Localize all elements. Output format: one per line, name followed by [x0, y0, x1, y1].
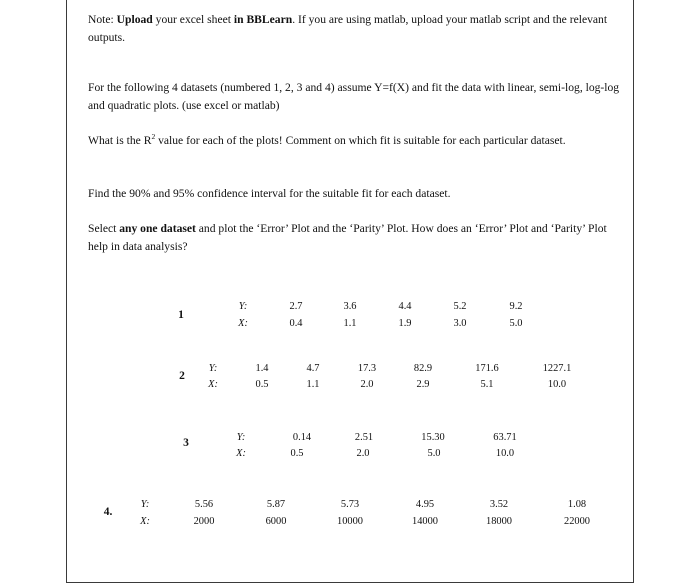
note-upload-bold: Upload [116, 13, 153, 26]
note-rest: . If you are using matlab, upload your matlab script and the relevant outputs. [88, 13, 608, 44]
x-label: X: [140, 516, 150, 527]
y-value: 63.71 [493, 432, 517, 443]
x-label: X: [236, 448, 246, 459]
x-value: 5.1 [480, 379, 494, 390]
y-value: 5.56 [194, 499, 214, 510]
confidence-paragraph: Find the 90% and 95% confidence interval for the suitable fit for each dataset. [88, 187, 451, 200]
x-value: 10.0 [495, 448, 515, 459]
note-bblearn-bold: in BBLearn [233, 13, 293, 26]
y-label: Y: [208, 363, 218, 374]
y-value: 5.73 [340, 499, 360, 510]
x-value: 1.1 [306, 379, 320, 390]
y-value: 1.08 [567, 499, 587, 510]
dataset-number: 3 [183, 437, 189, 449]
note-prefix: Note: [88, 13, 117, 26]
dataset-number: 2 [179, 370, 185, 382]
x-value: 1.1 [343, 318, 357, 329]
x-value: 0.5 [290, 448, 304, 459]
x-value: 0.5 [255, 379, 269, 390]
y-value: 1227.1 [542, 363, 572, 374]
y-value: 4.4 [398, 301, 412, 312]
x-value: 22000 [564, 516, 590, 527]
x-value: 2.9 [416, 379, 430, 390]
y-label: Y: [236, 432, 246, 443]
x-value: 5.0 [509, 318, 523, 329]
dataset-number: 4. [103, 506, 113, 518]
y-value: 9.2 [509, 301, 523, 312]
x-value: 2000 [193, 516, 215, 527]
y-value: 4.95 [415, 499, 435, 510]
y-value: 15.30 [421, 432, 445, 443]
select-paragraph [88, 220, 622, 256]
x-value: 3.0 [453, 318, 467, 329]
y-value: 1.4 [255, 363, 269, 374]
y-value: 171.6 [475, 363, 499, 374]
note-paragraph [88, 11, 622, 47]
select-prefix: Select [88, 222, 120, 235]
select-rest: and plot the ‘Error’ Plot and the ‘Parity’ Plot. How does an ‘Error’ Plot and ‘Parity’ Plot help in data analysis? [88, 222, 607, 253]
x-label: X: [208, 379, 218, 390]
x-label: X: [238, 318, 248, 329]
r2-after: value for each of the plots! Comment on which fit is suitable for each particular dataset. [155, 134, 566, 147]
x-value: 6000 [265, 516, 287, 527]
x-value: 2.0 [356, 448, 370, 459]
y-label: Y: [140, 499, 150, 510]
y-value: 2.7 [289, 301, 303, 312]
x-value: 14000 [412, 516, 438, 527]
x-value: 2.0 [360, 379, 374, 390]
y-value: 5.2 [453, 301, 467, 312]
x-value: 10.0 [547, 379, 567, 390]
y-label: Y: [238, 301, 248, 312]
y-value: 5.87 [266, 499, 286, 510]
dataset-number: 1 [178, 309, 184, 321]
r2-paragraph [88, 132, 622, 150]
x-value: 0.4 [289, 318, 303, 329]
r2-superscript: 2 [151, 132, 156, 141]
select-bold: any one dataset [119, 222, 196, 235]
y-value: 3.6 [343, 301, 357, 312]
datasets-paragraph: For the following 4 datasets (numbered 1, 2, 3 and 4) assume Y=f(X) and fit the data with linear, semi-log, log-log and quadratic plots. (use excel or matlab) [88, 81, 620, 112]
x-value: 10000 [337, 516, 363, 527]
y-value: 0.14 [292, 432, 312, 443]
y-value: 2.51 [354, 432, 374, 443]
y-value: 82.9 [413, 363, 433, 374]
note-mid: your excel sheet [152, 13, 234, 26]
x-value: 18000 [486, 516, 512, 527]
r2-before: What is the R [88, 134, 152, 147]
x-value: 5.0 [427, 448, 441, 459]
y-value: 3.52 [489, 499, 509, 510]
y-value: 4.7 [306, 363, 320, 374]
y-value: 17.3 [357, 363, 377, 374]
x-value: 1.9 [398, 318, 412, 329]
